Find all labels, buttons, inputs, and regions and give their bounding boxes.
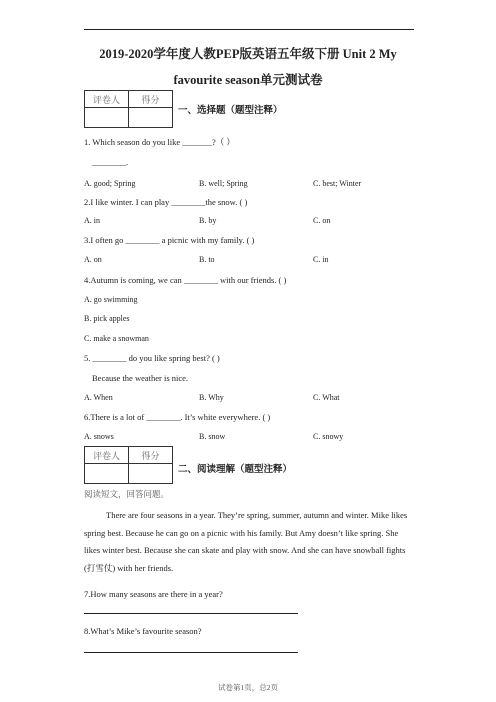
score-box-1 (84, 90, 173, 128)
page-title-line1: 2019-2020学年度人教PEP版英语五年级下册 Unit 2 My (99, 47, 397, 61)
q4-option-a: A. go swimming (84, 295, 138, 304)
q3-option-c: C. in (313, 255, 329, 264)
section1-heading: 一、选择题（题型注释） (178, 105, 283, 116)
reading-passage: There are four seasons in a year. They’re spring, summer, autumn and winter. Mike likes spring best. Because he can go on a picnic with his family. But Amy doesn’t like spring. She likes winter best. Because she can skate and play with snow. And she can have snowball fights (打雪仗) with her friends. (84, 510, 408, 573)
q1-option-b: B. well; Spring (199, 179, 248, 188)
question-7: 7.How many seasons are there in a year? (84, 589, 223, 599)
question-5-line2: Because the weather is nice. (92, 373, 189, 383)
q6-option-c: C. snowy (313, 432, 344, 441)
q5-option-b: B. Why (199, 393, 224, 402)
question-1: 1. Which season do you like _______?（ ） (84, 137, 235, 147)
q5-option-c: C. What (313, 393, 340, 402)
answer-line-8[interactable] (84, 652, 298, 653)
q2-option-a: A. in (84, 216, 100, 225)
question-8: 8.What’s Mike’s favourite season? (84, 626, 202, 636)
page-title-line2: favourite season单元测试卷 (173, 73, 323, 87)
grader-cell (85, 108, 129, 128)
section2-heading: 二、阅读理解（题型注释） (178, 464, 293, 475)
question-2: 2.I like winter. I can play ________the snow. ( ) (84, 197, 248, 207)
grader-label: 评卷人 (85, 447, 129, 464)
question-1-line2: ________. (92, 157, 129, 167)
score-label: 得分 (129, 91, 173, 108)
q4-option-c: C. make a snowman (84, 334, 149, 343)
grader-label: 评卷人 (85, 91, 129, 108)
grader-cell (85, 464, 129, 484)
score-box-2 (84, 446, 173, 484)
question-5: 5. ________ do you like spring best? ( ) (84, 353, 220, 363)
q1-option-a: A. good; Spring (84, 179, 136, 188)
q1-option-c: C. best; Winter (313, 179, 362, 188)
reading-instruction: 阅读短文，回答问题。 (84, 489, 170, 499)
q6-option-b: B. snow (199, 432, 226, 441)
score-cell (129, 464, 173, 484)
answer-line-7[interactable] (84, 613, 298, 614)
q4-option-b: B. pick apples (84, 314, 130, 323)
score-cell (129, 108, 173, 128)
q2-option-c: C. on (313, 216, 331, 225)
page-footer: 试卷第1页，总2页 (218, 683, 278, 692)
question-4: 4.Autumn is coming, we can ________ with our friends. ( ) (84, 275, 287, 285)
q5-option-a: A. When (84, 393, 113, 402)
q3-option-b: B. to (199, 255, 215, 264)
q6-option-a: A. snows (84, 432, 114, 441)
question-6: 6.There is a lot of ________. It’s white everywhere. ( ) (84, 412, 271, 422)
q3-option-a: A. on (84, 255, 102, 264)
header-rule (84, 29, 414, 30)
score-label: 得分 (129, 447, 173, 464)
question-3: 3.I often go ________ a picnic with my family. ( ) (84, 235, 255, 245)
q2-option-b: B. by (199, 216, 217, 225)
